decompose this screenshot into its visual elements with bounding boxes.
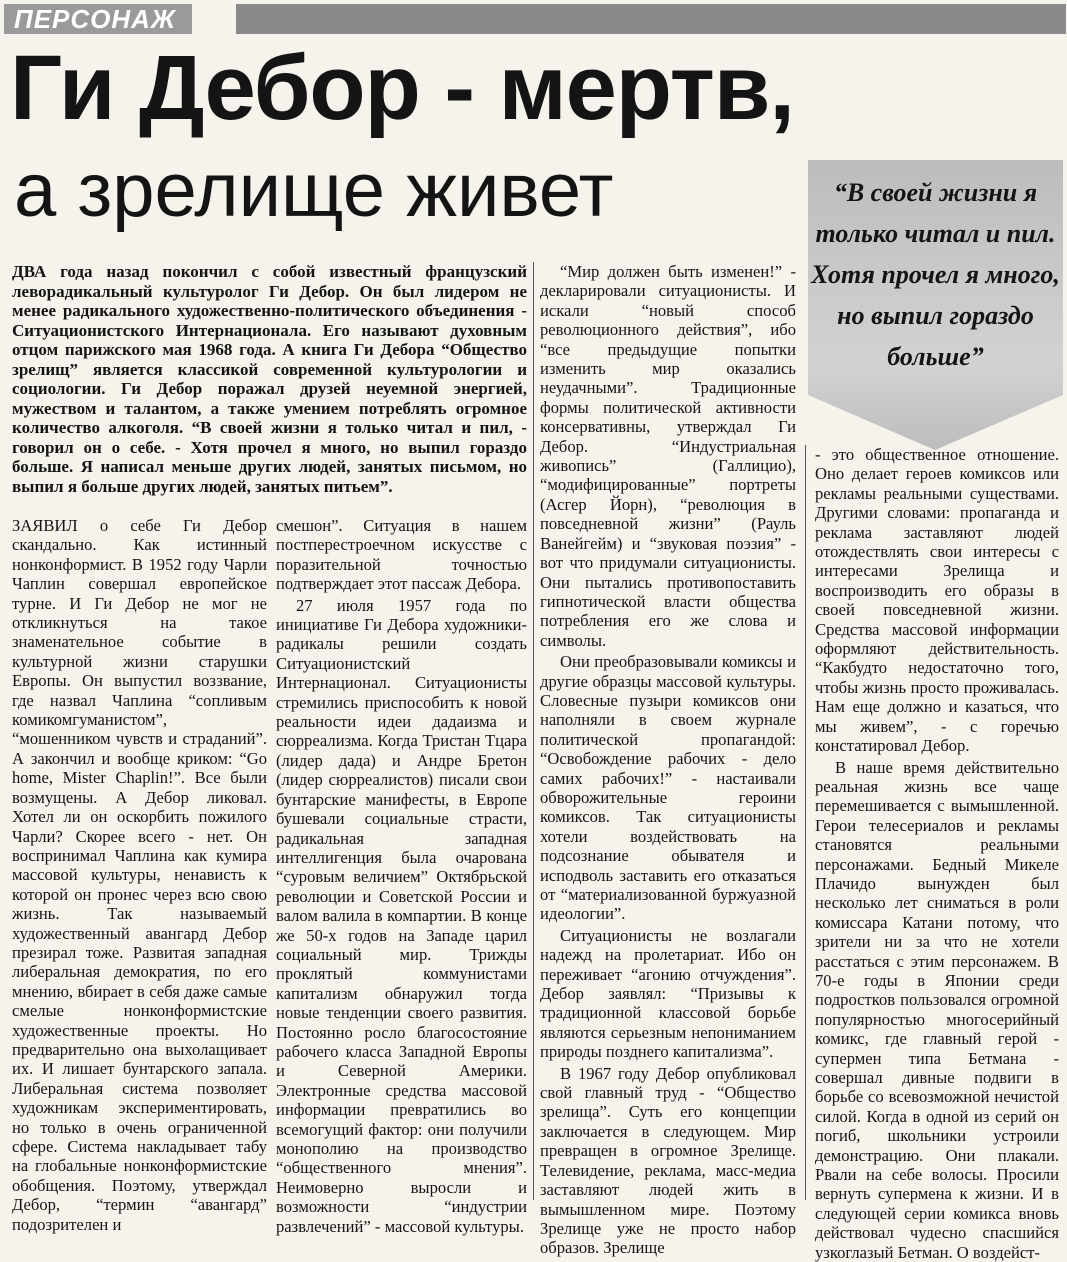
article-column-3 [540, 262, 796, 1200]
lead-paragraph: ДВА года назад покончил с собой известный французский леворадикальный культуролог Ги Дебор. Он был лидером не менее радикального художественно-политического объединения - Ситуационистского Интернационала. Его называют духовным отцом парижского мая 1968 года. А книга Ги Дебора “Общество зрелищ” является классикой современной культурологии и социологии. Ги Дебор поражал друзей неуемной энергией, мужеством и талантом, а также умением потреблять огромное количество алкоголя. “В своей жизни я только читал и пил, - говорил он о себе. - Хотя прочел я много, но выпил гораздо больше. Я написал меньше других людей, занятых письмом, но выпил я больше других людей, занятых питьем”. [12, 262, 527, 496]
column-paragraph: В 1967 году Дебор опубликовал свой главный труд - “Общество зрелища”. Суть его концепции заключается в следующем. Мир превращен в огромное Зрелище. Телевидение, реклама, масс-медиа заставляют людей жить в вымышленном мире. Поэтому Зрелище уже не просто набор образов. Зрелище [540, 1064, 796, 1258]
column-rule [533, 262, 534, 1200]
column-paragraph: ЗАЯВИЛ о себе Ги Дебор скандально. Как истинный нонконформист. В 1952 году Чарли Чаплин совершал европейское турне. И Ги Дебор не мог не откликнуться на такое знаменательное событие в культурной жизни старушки Европы. Он выпустил воззвание, где назвал Чаплина “сопливым комикомгуманистом”, “мошенником чувств и страданий”. А закончил и вообще криком: “Go home, Mister Chaplin!”. Все были возмущены. А Дебор ликовал. Хотел ли он оскорбить пожилого Чарли? Скорее всего - нет. Он воспринимал Чаплина как кумира массовой культуры, ненависть к которой он пронес через всю свою жизнь. Так называемый художественный авангард Дебор презирал тоже. Развитая западная либеральная демократия, по его мнению, вбирает в себя даже самые смелые нонконформистские художественные проекты. Но предварительно она выхолащивает их. И лишает бунтарского запала. Либеральная система позволяет художникам экспериментировать, но только в очень ограниченной сфере. Система накладывает табу на глобальные нонконформистские обобщения. Поэтому, утверждал Дебор, “термин “авангард” подозрителен и [12, 516, 267, 1234]
rubric-bar [236, 4, 1066, 34]
headline-line-1: Ги Дебор - мертв, [10, 38, 794, 138]
column-paragraph: “Мир должен быть изменен!” - декларировали ситуационисты. И искали “новый способ революционного действия”, ибо “все предыдущие попытки изменить мир оказались неудачными”. Традиционные формы политической активности консервативны, утверждал Ги Дебор. “Индустриальная живопись” (Галлицио), “модифицированные” портреты (Асгер Йорн), “революция в повседневной жизни” (Рауль Ванейгейм) и “звуковая поэзия” - вот что придумали ситуационисты. Они пытались противопоставить гипнотической власти общества потребления его же слова и символы. [540, 262, 796, 650]
article-column-4 [815, 445, 1059, 1200]
column-paragraph: 27 июля 1957 года по инициативе Ги Дебора художники-радикалы решили создать Ситуационистский Интернационал. Ситуационисты стремились приспособить к новой реальности идеи дадаизма и сюрреализма. Когда Тристан Тцара (лидер дада) и Андре Бретон (лидер сюрреалистов) писали свои бунтарские манифесты, в Европе бушевали социальные страсти, радикальная западная интеллигенция была очарована “суровым величием” Октябрьской революции и Советской России и валом валила в компартии. В конце же 50-х годов на Западе царил социальный мир. Трижды проклятый коммунистами капитализм обнаружил тогда новые тенденции своего развития. Постоянно росло благосостояние рабочего класса Западной Европы и Северной Америки. Электронные средства массовой информации превратились во всемогущий фактор: они получили монополию на производство “общественного мнения”. Неимоверно выросли и возможности “индустрии развлечений” - массовой культуры. [276, 596, 527, 1236]
article-column-1 [12, 516, 267, 1200]
column-rule [805, 445, 806, 1200]
pull-quote-text: “В своей жизни я только читал и пил. Хотя прочел я много, но выпил гораздо больше” [808, 172, 1063, 377]
rubric-label: ПЕРСОНАЖ [4, 4, 192, 34]
column-paragraph: Они преобразовывали комиксы и другие образцы массовой культуры. Словесные пузыри комиксов они наполняли в своем журнале политической пропагандой: “Освобождение рабочих - дело самих рабочих!” - настаивали обворожительные героини комиксов. Так ситуационисты хотели воздействовать на подсознание обывателя и исподволь заставить его отказаться от “материализованной буржуазной идеологии”. [540, 652, 796, 924]
column-paragraph: - это общественное отношение. Оно делает героев комиксов или рекламы реальными существами. Другими словами: пропаганда и реклама заставляют людей отождествлять свои интересы с интересами Зрелища и воспроизводить его образы в своей повседневной жизни. Средства массовой информации оформляют действительность. “Какбудто недостаточно того, чтобы жизнь просто проживалась. Нам еще должно и казаться, что мы живем”, - с горечью констатировал Дебор. [815, 445, 1059, 756]
pull-quote [808, 160, 1063, 450]
column-paragraph: В наше время действительно реальная жизнь все чаще перемешивается с вымышленной. Герои телесериалов и рекламы становятся реальными персонажами. Бедный Микеле Плачидо вынужден был несколько лет сниматься в роли комиссара Катани потому, что зрители ни за что не хотели расстаться с этим персонажем. В 70-е годы в Японии среди подростков пользовался огромной популярностью многосерийный комикс, где главный герой - супермен типа Бетмана - совершал дивные подвиги в борьбе со всевозможной нечистой силой. Когда в одной из серий он погиб, школьники устроили демонстрацию. Они плакали. Рвали на себе волосы. Просили вернуть супермена к жизни. И в следующей серии комикса вновь действовал чудесно спасшийся узкоглазый Бетман. О воздейст- [815, 758, 1059, 1262]
rubric-header [0, 0, 1067, 40]
headline-line-2: а зрелище живет [14, 146, 613, 236]
column-paragraph: Ситуационисты не возлагали надежд на пролетариат. Ибо он переживает “агонию отчуждения”. Дебор заявлял: “Призывы к традиционной классовой борьбе являются серьезным непониманием природы позднего капитализма”. [540, 926, 796, 1062]
column-paragraph: смешон”. Ситуация в нашем постперестроечном искусстве с поразительной точностью подтверждает этот пассаж Дебора. [276, 516, 527, 594]
article-column-2 [276, 516, 527, 1200]
